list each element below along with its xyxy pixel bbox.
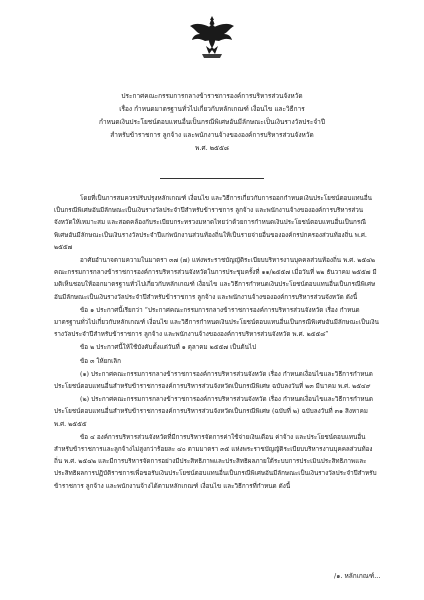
- clause-4: ข้อ ๔ องค์การบริหารส่วนจังหวัดที่มีการบริหารจัดการค่าใช้จ่ายเงินเดือน ค่าจ้าง และประโยชน์ตอบแทนอื่นสำหรับข้าราชการและลูกจ้างไม่สูงกว่าร้อยละ ๔๐ ตามมาตรา ๓๕ แห่งพระราชบัญญัติระเบียบบริหารงานบุคคลส่วนท้องถิ่น พ.ศ. ๒๕๔๒ และมีการบริหารจัดการอย่างมีประสิทธิภาพและประสิทธิผลภายใต้ระบบการประเมินประสิทธิภาพและประสิทธิผลการปฏิบัติราชการเพื่อขอรับเงินประโยชน์ตอบแทนอื่นเป็นกรณีพิเศษอันมีลักษณะเป็นเงินรางวัลประจำปีสำหรับข้าราชการ ลูกจ้าง และพนักงานจ้างได้ตามหลักเกณฑ์ เงื่อนไข และวิธีการที่กำหนด ดังนี้: [54, 433, 377, 490]
- header-divider: [160, 178, 264, 179]
- header-subject-cont-1: กำหนดเงินประโยชน์ตอบแทนอื่นเป็นกรณีพิเศษอันมีลักษณะเป็นเงินรางวัลประจำปี: [99, 118, 325, 126]
- header-subject-cont-2: สำหรับข้าราชการ ลูกจ้าง และพนักงานจ้างขององค์การบริหารส่วนจังหวัด: [110, 131, 314, 139]
- announcement-header: [70, 90, 354, 155]
- clause-3-item-1: (๑) ประกาศคณะกรรมการกลางข้าราชการองค์การบริหารส่วนจังหวัด เรื่อง กำหนดเงื่อนไขและวิธีการกำหนดประโยชน์ตอบแทนอื่นสำหรับข้าราชการองค์การบริหารส่วนจังหวัดเป็นกรณีพิเศษ ฉบับลงวันที่ ๒๓ มีนาคม พ.ศ. ๒๕๔๙: [54, 370, 373, 391]
- header-authority: ประกาศคณะกรรมการกลางข้าราชการองค์การบริหารส่วนจังหวัด: [121, 92, 303, 100]
- header-year: พ.ศ. ๒๕๕๘: [195, 144, 229, 152]
- clause-3-item-2: (๒) ประกาศคณะกรรมการกลางข้าราชการองค์การบริหารส่วนจังหวัด เรื่อง กำหนดเงื่อนไขและวิธีการกำหนดประโยชน์ตอบแทนอื่นสำหรับข้าราชการองค์การบริหารส่วนจังหวัดเป็นกรณีพิเศษ (ฉบับที่ ๒) ฉบับลงวันที่ ๓๑ สิงหาคม พ.ศ. ๒๕๕๕: [54, 396, 373, 428]
- garuda-emblem-icon: [188, 14, 236, 62]
- clause-3: ข้อ ๓ ให้ยกเลิก: [80, 357, 121, 365]
- page-continuation: /๑. หลักเกณฑ์...: [334, 572, 381, 580]
- announcement-body: [54, 193, 380, 493]
- clause-1: ข้อ ๑ ประกาศนี้เรียกว่า “ประกาศคณะกรรมการกลางข้าราชการองค์การบริหารส่วนจังหวัด เรื่อง กำหนดมาตรฐานทั่วไปเกี่ยวกับหลักเกณฑ์ เงื่อนไข และวิธีการกำหนดเงินประโยชน์ตอบแทนอื่นเป็นกรณีพิเศษอันมีลักษณะเป็นเงินรางวัลประจำปีสำหรับข้าราชการ ลูกจ้าง และพนักงานจ้างขององค์การบริหารส่วนจังหวัด พ.ศ. ๒๕๕๘”: [54, 306, 379, 339]
- authority-paragraph: อาศัยอำนาจตามความในมาตรา ๓๗ (๗) แห่งพระราชบัญญัติระเบียบบริหารงานบุคคลส่วนท้องถิ่น พ.ศ. ๒๕๔๒ คณะกรรมการกลางข้าราชการองค์การบริหารส่วนจังหวัดในการประชุมครั้งที่ ๑๑/๒๕๕๗ เมื่อวันที่ ๒๒ ธันวาคม ๒๕๕๗ มีมติเห็นชอบให้ออกมาตรฐานทั่วไปเกี่ยวกับหลักเกณฑ์ เงื่อนไข และวิธีการกำหนดเงินประโยชน์ตอบแทนอื่นเป็นกรณีพิเศษอันมีลักษณะเป็นเงินรางวัลประจำปีสำหรับข้าราชการ ลูกจ้าง และพนักงานจ้างขององค์การบริหารส่วนจังหวัด ดังนี้: [54, 257, 377, 301]
- header-subject: เรื่อง กำหนดมาตรฐานทั่วไปเกี่ยวกับหลักเกณฑ์ เงื่อนไข และวิธีการ: [119, 105, 305, 113]
- clause-2: ข้อ ๒ ประกาศนี้ให้ใช้บังคับตั้งแต่วันที่ ๑ ตุลาคม ๒๕๕๗ เป็นต้นไป: [80, 344, 257, 352]
- preamble-paragraph: โดยที่เป็นการสมควรปรับปรุงหลักเกณฑ์ เงื่อนไข และวิธีการเกี่ยวกับการออกกำหนดเงินประโยชน์ตอบแทนอื่นเป็นกรณีพิเศษอันมีลักษณะเป็นเงินรางวัลประจำปีสำหรับข้าราชการ ลูกจ้าง และพนักงานจ้างขององค์การบริหารส่วนจังหวัดให้เหมาะสม และสอดคล้องกับระเบียบกระทรวงมหาดไทยว่าด้วยการกำหนดเงินประโยชน์ตอบแทนอื่นเป็นกรณีพิเศษอันมีลักษณะเป็นเงินรางวัลประจำปีแก่พนักงานส่วนท้องถิ่นให้เป็นรายจ่ายอื่นขององค์กรปกครองส่วนท้องถิ่น พ.ศ. ๒๕๕๗: [54, 195, 372, 251]
